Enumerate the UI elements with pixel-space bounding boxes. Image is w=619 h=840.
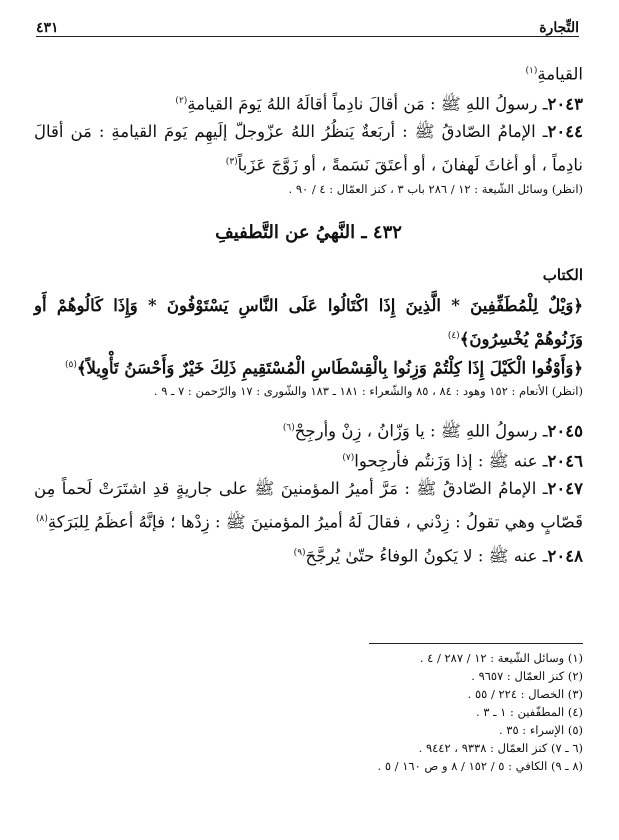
hadith-2044: ٢٠٤٤ـ الإمامُ الصّادقُ ﷺ : أربَعةٌ يَنظُرُ اللهُ عزّوجلّ إلَيهِم يَومَ القيامةِ : مَن أقالَ نادِماً ، أو أغاثَ لَهفانَ ، أو أعتَقَ نَسَمةً ، أو زَوَّجَ عَزَباً$^{(٣)}$ xyxy=(34,122,583,175)
hadith-number: ٢٠٤٧ xyxy=(547,479,583,498)
footnote-ref: (٦) xyxy=(282,423,295,433)
quran-verse-2: ﴿وَأَوْفُوا الْكَيْلَ إِذَا كِلْتُمْ وَزِنُوا بِالْقِسْطَاسِ الْمُسْتَقِيمِ ذَلِكَ خَيْرٌ وَأَحْسَنُ تَأْوِيلاً﴾$^{(٥)}$ xyxy=(65,358,583,378)
footnote-ref: (٤) xyxy=(447,331,460,341)
footnote-ref: (١) xyxy=(525,66,538,76)
footnote-item: (١) وسائل الشّيعة : ١٢ / ٢٨٧ / ٤ . xyxy=(419,651,583,665)
quran-source-note: (انظر) الأنعام : ١٥٢ وهود : ٨٤ ، ٨٥ والشّعراء : ١٨١ ـ ١٨٣ والشّورى : ١٧ والرّحمن : ٧ ـ ٩ . xyxy=(153,384,583,398)
footnote-ref: (٨) xyxy=(36,514,48,524)
section-subtitle: الكتاب xyxy=(542,266,583,284)
footnote-item: (٢) كنز العمّال : ٩٦٥٧ . xyxy=(471,669,583,683)
page-number: ٤٣١ xyxy=(36,20,59,36)
footnote-ref: (٩) xyxy=(293,548,306,558)
footnote-ref: (٧) xyxy=(342,453,355,463)
header-title: التِّجارة xyxy=(539,20,579,36)
hadith-number: ٢٠٤٤ xyxy=(547,122,583,141)
hadith-number: ٢٠٤٣ xyxy=(547,94,583,114)
hadith-2045: ٢٠٤٥ـ رسولُ اللهِ ﷺ : يا وَزّانُ ، زِنْ وأرجِحْ$^{(٦)}$ xyxy=(282,421,583,441)
hadith-number: ٢٠٤٨ xyxy=(547,546,583,566)
source-note: (انظر) وسائل الشّيعة : ١٢ / ٢٨٦ باب ٣ ، كنز العمّال : ٤ / ٩٠ . xyxy=(288,182,583,196)
footnote-ref: (٢) xyxy=(175,96,188,106)
footnote-ref: (٣) xyxy=(225,157,238,167)
hadith-number: ٢٠٤٥ xyxy=(547,421,583,441)
footnote-item: (٥) الإسراء : ٣٥ . xyxy=(498,723,583,737)
footnote-item: (٨ ـ ٩) الكافي : ٥ / ١٥٢ / ٨ و ص ١٦٠ / ٥ . xyxy=(377,759,583,773)
hadith-2048: ٢٠٤٨ـ عنه ﷺ : لا يَكونُ الوفاءُ حتّىٰ يُرجَّحَ$^{(٩)}$ xyxy=(293,546,583,566)
chapter-title: ٤٣٢ ـ النَّهيُ عن التَّطفيفِ xyxy=(215,222,402,243)
footnote-ref: (٥) xyxy=(65,360,77,370)
footnote-item: (٣) الخصال : ٢٢٤ / ٥٥ . xyxy=(467,687,583,701)
hadith-2047: ٢٠٤٧ـ الإمامُ الصّادقُ ﷺ : مَرَّ أميرُ المؤمنينَ ﷺ على جاريةٍ قدِ اشتَرَتْ لَحماً مِن قَصّابٍ وهي تقولُ : زِدْني ، فقالَ لَهُ أميرُ المؤمنينَ ﷺ : زِدْها ؛ فإنَّهُ أعظَمُ لِلبَرَكةِ$^{(٨)}$ xyxy=(34,479,583,532)
continued-text: القيامةِ$^{(١)}$ xyxy=(525,64,583,84)
footnote-item: (٤) المطفّفين : ١ ـ ٣ . xyxy=(475,705,583,719)
quran-verse-1: ﴿وَيْلٌ لِلْمُطَفِّفِينَ * الَّذِينَ إِذَا اكْتَالُوا عَلَى النَّاسِ يَسْتَوْفُونَ * وَإِذَا كَالُوهُمْ أَو وَزَنُوهُمْ يُخْسِرُونَ﴾$^{(٤)}$ xyxy=(34,296,583,349)
footnote-item: (٦ ـ ٧) كنز العمّال : ٩٣٣٨ ، ٩٤٤٢ . xyxy=(418,741,583,755)
hadith-2046: ٢٠٤٦ـ عنه ﷺ : إذا وَزَنتُم فأرجِحوا$^{(٧)}$ xyxy=(342,451,583,471)
hadith-2043: ٢٠٤٣ـ رسولُ اللهِ ﷺ : مَن أقالَ نادِماً أقالَهُ اللهُ يَومَ القيامةِ$^{(٢)}$ xyxy=(175,94,583,114)
hadith-number: ٢٠٤٦ xyxy=(547,451,583,471)
footnote-divider xyxy=(369,643,583,644)
running-header xyxy=(36,14,579,37)
